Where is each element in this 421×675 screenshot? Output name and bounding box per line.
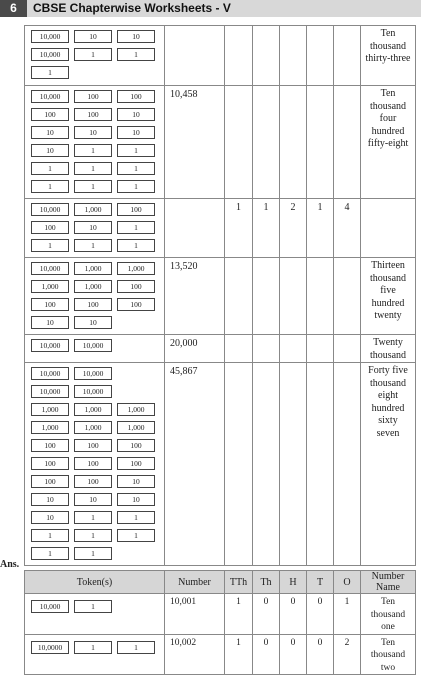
- place-value-cell: [253, 258, 280, 335]
- number-name-cell: [361, 634, 416, 675]
- token-row: [31, 144, 164, 162]
- token-card: 100: [117, 298, 155, 311]
- token-card: 100: [74, 90, 112, 103]
- place-value-cell: 0: [307, 634, 334, 675]
- token-card: 100: [74, 439, 112, 452]
- place-value-cell: [253, 86, 280, 199]
- number-name-line: one: [381, 622, 395, 632]
- number-name-cell: [361, 86, 416, 199]
- place-value-cell: [225, 335, 253, 363]
- number-name-cell: [361, 594, 416, 635]
- token-row: [31, 511, 164, 529]
- number-name-line: Twenty: [373, 337, 403, 348]
- column-header: H: [280, 571, 307, 594]
- token-card: 10,000: [31, 90, 69, 103]
- place-value-cell: 1: [253, 199, 280, 258]
- token-card: 1: [117, 511, 155, 524]
- token-card: 10,000: [31, 30, 69, 43]
- place-value-cell: [334, 335, 361, 363]
- column-header: Token(s): [25, 571, 165, 594]
- token-card: 1,000: [31, 280, 69, 293]
- token-cell: [25, 26, 165, 86]
- token-card: 100: [117, 280, 155, 293]
- number-cell: 10,458: [165, 86, 225, 199]
- token-card: 1: [117, 529, 155, 542]
- table-row: [25, 258, 416, 335]
- token-card: 10,000: [31, 367, 69, 380]
- place-value-cell: 0: [253, 634, 280, 675]
- number-cell: 13,520: [165, 258, 225, 335]
- token-card: 1: [31, 239, 69, 252]
- token-row: [31, 547, 164, 565]
- token-row: [31, 90, 164, 108]
- token-row: [31, 298, 164, 316]
- token-card: 1: [74, 144, 112, 157]
- token-card: 10: [74, 30, 112, 43]
- number-name-line: five hundred: [371, 285, 405, 309]
- place-value-cell: [307, 26, 334, 86]
- token-card: 10: [117, 126, 155, 139]
- header-title: CBSE Chapterwise Worksheets - V: [33, 1, 231, 15]
- place-value-cell: 0: [280, 634, 307, 675]
- page-header: [0, 0, 421, 17]
- token-row: [31, 403, 164, 421]
- place-value-cell: [253, 363, 280, 566]
- token-card: 100: [31, 457, 69, 470]
- token-row: [31, 421, 164, 439]
- place-value-cell: [253, 26, 280, 86]
- token-row: [31, 239, 164, 257]
- place-value-cell: 1: [307, 199, 334, 258]
- number-name-line: hundred sixty: [371, 402, 405, 426]
- token-card: 100: [31, 108, 69, 121]
- token-card: 1: [117, 641, 155, 654]
- token-card: 1: [74, 511, 112, 524]
- place-value-cell: 4: [334, 199, 361, 258]
- token-card: 1: [117, 48, 155, 61]
- place-value-cell: 0: [307, 594, 334, 635]
- token-card: 10: [74, 126, 112, 139]
- token-card: 10,000: [74, 385, 112, 398]
- token-card: 10: [31, 316, 69, 329]
- token-card: 10,000: [31, 262, 69, 275]
- number-name-line: Ten thousand: [370, 637, 406, 660]
- number-name-line: twenty: [374, 310, 402, 321]
- place-value-cell: 0: [253, 594, 280, 635]
- token-cell: [25, 634, 165, 675]
- table-row: [25, 363, 416, 566]
- place-value-cell: [253, 335, 280, 363]
- token-card: 1: [117, 180, 155, 193]
- token-row: [31, 203, 164, 221]
- place-value-cell: [307, 363, 334, 566]
- token-card: 1: [31, 162, 69, 175]
- table-row: [25, 199, 416, 258]
- token-card: 10: [117, 475, 155, 488]
- table-row: [25, 335, 416, 363]
- number-cell: 10,001: [165, 594, 225, 635]
- answer-header-row: [25, 571, 416, 594]
- page-number: 6: [0, 0, 27, 17]
- place-value-cell: [307, 335, 334, 363]
- token-row: [31, 180, 164, 198]
- column-header: O: [334, 571, 361, 594]
- token-cell: [25, 363, 165, 566]
- place-value-cell: [225, 26, 253, 86]
- place-value-cell: 1: [225, 634, 253, 675]
- number-name-line: thirty-three: [365, 53, 411, 64]
- token-row: [31, 641, 164, 659]
- token-row: [31, 385, 164, 403]
- token-card: 10: [31, 144, 69, 157]
- token-card: 10,000: [74, 367, 112, 380]
- token-card: 1,000: [74, 280, 112, 293]
- token-row: [31, 367, 164, 385]
- place-value-cell: [225, 258, 253, 335]
- token-card: 1,000: [117, 403, 155, 416]
- number-name-cell: [361, 258, 416, 335]
- token-card: 10: [117, 108, 155, 121]
- token-card: 1: [74, 180, 112, 193]
- token-row: [31, 457, 164, 475]
- token-card: 10: [117, 30, 155, 43]
- token-row: [31, 162, 164, 180]
- number-name-line: Ten thousand: [370, 597, 406, 620]
- number-name-line: two: [380, 662, 396, 673]
- number-name-line: thousand: [369, 349, 407, 361]
- token-card: 100: [74, 475, 112, 488]
- token-card: 10: [74, 493, 112, 506]
- token-row: [31, 66, 164, 84]
- token-card: 100: [74, 108, 112, 121]
- token-row: [31, 30, 164, 48]
- token-card: 10: [31, 126, 69, 139]
- number-name-line: four hundred: [371, 113, 405, 137]
- table-row: [25, 594, 416, 635]
- place-value-cell: [334, 26, 361, 86]
- place-value-cell: [225, 363, 253, 566]
- token-card: 10,000: [31, 48, 69, 61]
- place-value-cell: 1: [225, 594, 253, 635]
- answer-table: [24, 570, 416, 675]
- token-row: [31, 339, 164, 357]
- place-value-cell: [280, 86, 307, 199]
- number-name-line: Thirteen: [371, 260, 405, 271]
- number-name-line: thousand eight: [369, 377, 407, 401]
- number-cell: 10,002: [165, 634, 225, 675]
- token-cell: [25, 594, 165, 635]
- token-card: 1: [31, 529, 69, 542]
- token-card: 100: [31, 298, 69, 311]
- token-row: [31, 126, 164, 144]
- token-row: [31, 475, 164, 493]
- number-name-cell: [361, 26, 416, 86]
- place-value-cell: [334, 86, 361, 199]
- token-card: 10,000: [31, 339, 69, 352]
- table-row: [25, 86, 416, 199]
- token-card: 1: [117, 144, 155, 157]
- token-card: 1,000: [31, 403, 69, 416]
- number-name-line: thousand: [369, 272, 407, 284]
- place-value-cell: 2: [334, 634, 361, 675]
- place-value-cell: [334, 363, 361, 566]
- token-row: [31, 600, 164, 618]
- token-row: [31, 221, 164, 239]
- token-card: 1: [117, 239, 155, 252]
- place-value-cell: [280, 363, 307, 566]
- place-value-cell: [307, 86, 334, 199]
- number-name-line: Forty five: [368, 365, 408, 376]
- token-card: 100: [31, 475, 69, 488]
- worksheet-table: [24, 25, 416, 566]
- token-card: 1,000: [74, 421, 112, 434]
- token-card: 100: [31, 221, 69, 234]
- token-card: 100: [74, 457, 112, 470]
- place-value-cell: [225, 86, 253, 199]
- token-card: 1: [31, 180, 69, 193]
- token-cell: [25, 258, 165, 335]
- column-header: Number Name: [361, 571, 416, 594]
- token-card: 100: [117, 203, 155, 216]
- token-card: 1: [117, 221, 155, 234]
- token-card: 10: [117, 493, 155, 506]
- token-cell: [25, 335, 165, 363]
- token-card: 1: [74, 600, 112, 613]
- place-value-cell: [334, 258, 361, 335]
- token-card: 1: [31, 547, 69, 560]
- place-value-cell: [280, 335, 307, 363]
- token-card: 10,000: [31, 203, 69, 216]
- number-cell: [165, 26, 225, 86]
- token-card: 1: [117, 162, 155, 175]
- token-card: 1: [74, 547, 112, 560]
- place-value-cell: 1: [334, 594, 361, 635]
- number-cell: 20,000: [165, 335, 225, 363]
- token-card: 10: [31, 493, 69, 506]
- token-card: 100: [117, 90, 155, 103]
- place-value-cell: [280, 26, 307, 86]
- token-row: [31, 529, 164, 547]
- column-header: Number: [165, 571, 225, 594]
- token-card: 10,000: [74, 339, 112, 352]
- number-name-cell: [361, 363, 416, 566]
- number-name-line: seven: [376, 427, 400, 439]
- token-card: 1,000: [74, 203, 112, 216]
- number-name-line: Ten thousand: [369, 28, 407, 52]
- place-value-cell: 0: [280, 594, 307, 635]
- number-cell: [165, 199, 225, 258]
- token-card: 10,0000: [31, 641, 69, 654]
- token-card: 100: [117, 439, 155, 452]
- number-name-cell: [361, 335, 416, 363]
- number-name-cell: [361, 199, 416, 258]
- token-card: 100: [31, 439, 69, 452]
- place-value-cell: 2: [280, 199, 307, 258]
- number-cell: 45,867: [165, 363, 225, 566]
- number-name-line: Ten thousand: [369, 88, 407, 112]
- token-card: 100: [117, 457, 155, 470]
- token-row: [31, 48, 164, 66]
- table-row: [25, 26, 416, 86]
- place-value-cell: 1: [225, 199, 253, 258]
- token-card: 1: [74, 529, 112, 542]
- table-row: [25, 634, 416, 675]
- number-name-line: fifty-eight: [367, 138, 409, 149]
- token-card: 1,000: [74, 262, 112, 275]
- token-row: [31, 262, 164, 280]
- token-row: [31, 280, 164, 298]
- token-row: [31, 493, 164, 511]
- token-card: 1: [74, 48, 112, 61]
- token-row: [31, 439, 164, 457]
- token-row: [31, 316, 164, 334]
- column-header: TTh: [225, 571, 253, 594]
- token-card: 1,000: [31, 421, 69, 434]
- token-card: 10: [74, 316, 112, 329]
- answer-label: Ans.: [0, 559, 20, 570]
- token-cell: [25, 86, 165, 199]
- token-card: 10,000: [31, 385, 69, 398]
- token-card: 10: [74, 221, 112, 234]
- column-header: Th: [253, 571, 280, 594]
- token-card: 100: [74, 298, 112, 311]
- column-header: T: [307, 571, 334, 594]
- token-row: [31, 108, 164, 126]
- token-card: 1,000: [117, 421, 155, 434]
- token-card: 10: [31, 511, 69, 524]
- token-card: 1: [31, 66, 69, 79]
- token-card: 1: [74, 162, 112, 175]
- place-value-cell: [280, 258, 307, 335]
- token-card: 1,000: [74, 403, 112, 416]
- token-cell: [25, 199, 165, 258]
- token-card: 1,000: [117, 262, 155, 275]
- token-card: 1: [74, 239, 112, 252]
- token-card: 1: [74, 641, 112, 654]
- token-card: 10,000: [31, 600, 69, 613]
- place-value-cell: [307, 258, 334, 335]
